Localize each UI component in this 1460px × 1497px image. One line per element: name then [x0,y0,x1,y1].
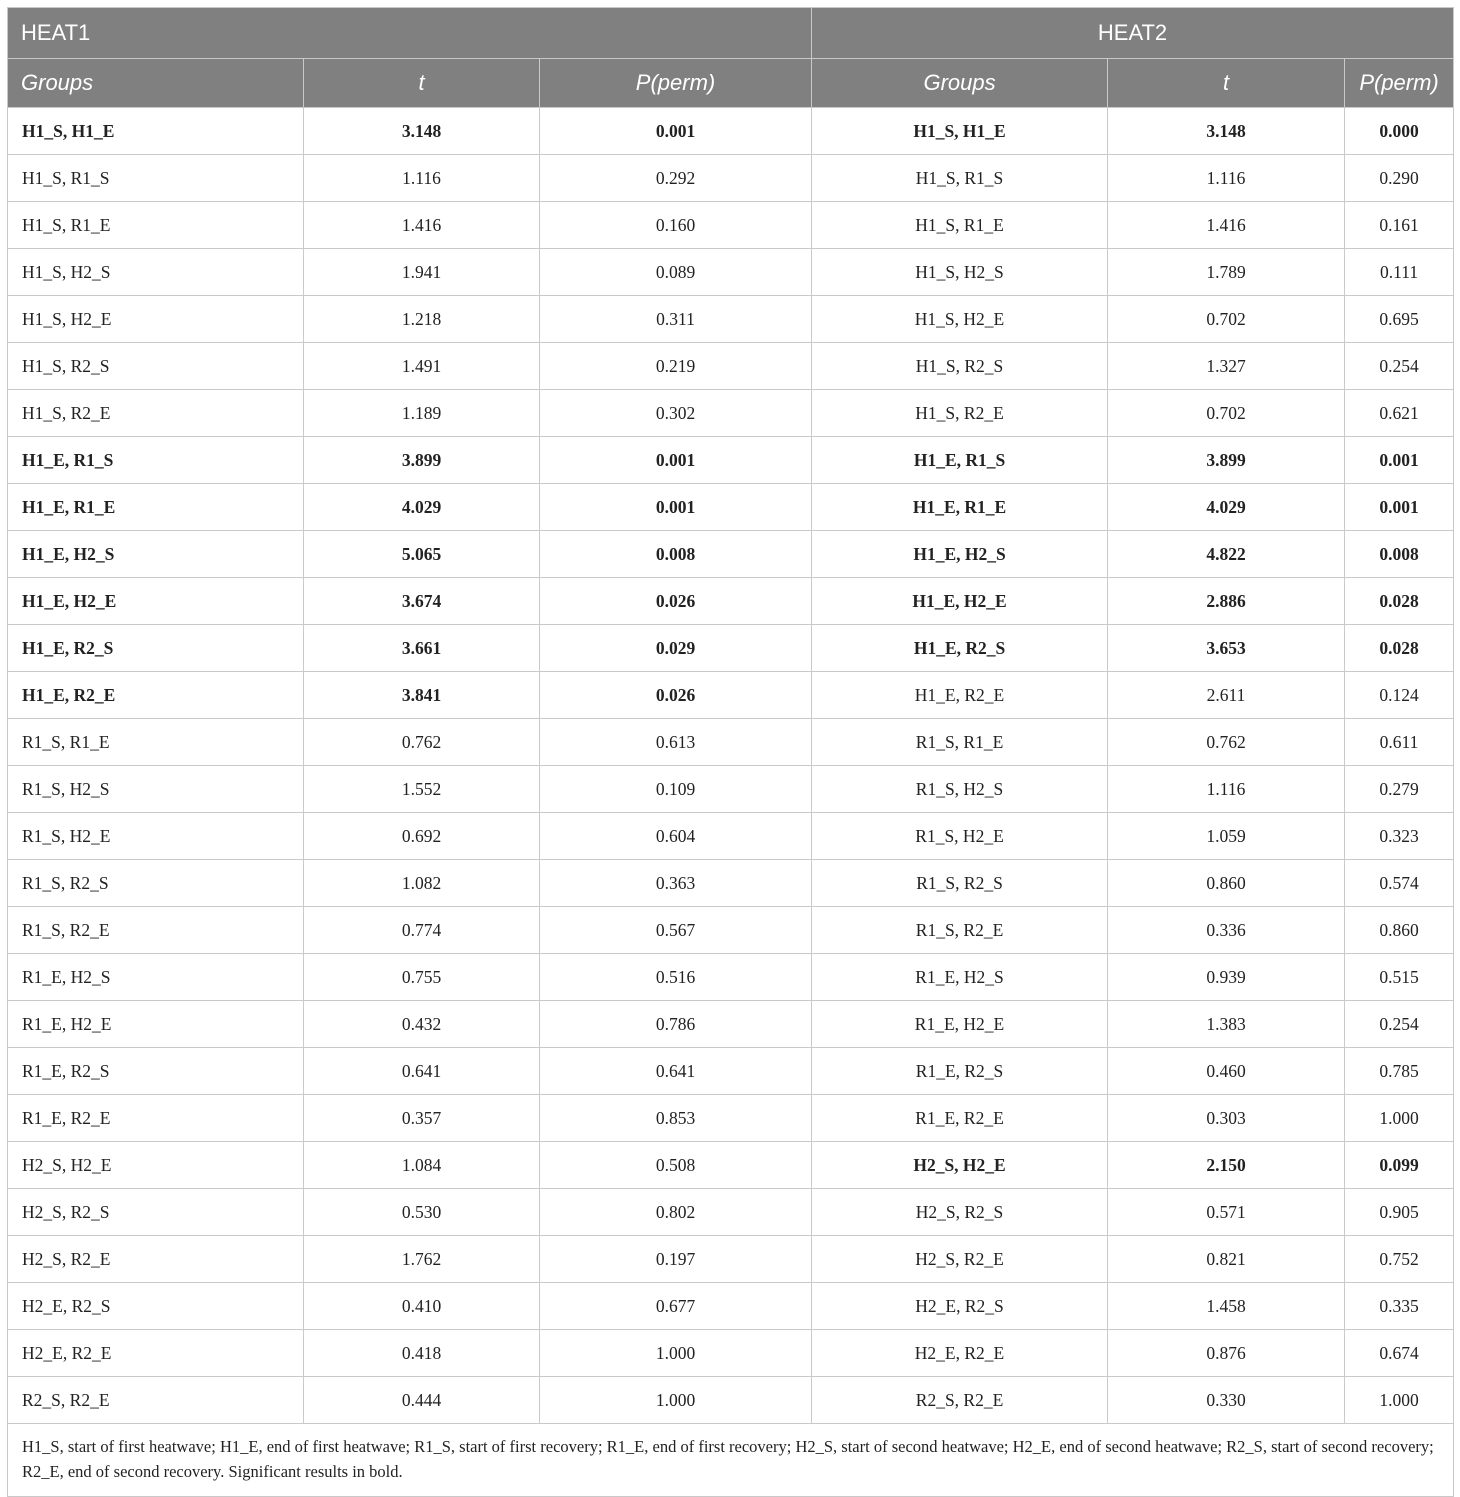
heat1-p-cell: 0.001 [540,108,812,155]
heat1-p-cell: 0.567 [540,907,812,954]
heat2-t-cell: 0.762 [1108,719,1345,766]
heat2-p-cell: 0.905 [1345,1189,1454,1236]
heat1-groups-column-header: Groups [8,59,304,108]
heat1-t-cell: 1.762 [304,1236,540,1283]
heat1-p-cell: 1.000 [540,1330,812,1377]
table-row [8,766,1454,813]
heat2-groups-cell: H1_E, R1_E [812,484,1108,531]
heat1-p-cell: 0.026 [540,578,812,625]
heat1-t-cell: 0.432 [304,1001,540,1048]
heat2-groups-cell: H1_S, H1_E [812,108,1108,155]
heat2-p-cell: 0.001 [1345,484,1454,531]
heat2-p-cell: 0.785 [1345,1048,1454,1095]
heat1-t-cell: 1.552 [304,766,540,813]
table-row [8,625,1454,672]
heat2-groups-cell: H1_E, H2_S [812,531,1108,578]
heat2-groups-cell: R1_E, R2_E [812,1095,1108,1142]
footnote-row [8,1424,1454,1497]
heat1-t-cell: 0.641 [304,1048,540,1095]
heat2-t-cell: 0.336 [1108,907,1345,954]
heat1-t-cell: 5.065 [304,531,540,578]
heat2-groups-cell: H1_E, R2_S [812,625,1108,672]
heat1-t-cell: 0.530 [304,1189,540,1236]
table-header [8,8,1454,108]
heat1-groups-cell: H2_E, R2_E [8,1330,304,1377]
heat1-p-cell: 0.109 [540,766,812,813]
table-row [8,202,1454,249]
heat2-p-cell: 0.752 [1345,1236,1454,1283]
heat2-p-column-header: P(perm) [1345,59,1454,108]
heat2-t-cell: 3.899 [1108,437,1345,484]
heat2-p-cell: 0.099 [1345,1142,1454,1189]
heat1-t-cell: 0.755 [304,954,540,1001]
heat1-groups-cell: H1_S, H1_E [8,108,304,155]
heat2-groups-cell: R1_S, R2_E [812,907,1108,954]
heat1-p-cell: 0.786 [540,1001,812,1048]
heat2-groups-cell: H1_E, H2_E [812,578,1108,625]
heat1-t-cell: 1.416 [304,202,540,249]
table-row [8,108,1454,155]
heat1-groups-cell: H1_E, R2_E [8,672,304,719]
heat2-p-cell: 0.860 [1345,907,1454,954]
heat2-groups-column-header: Groups [812,59,1108,108]
heat2-p-cell: 1.000 [1345,1095,1454,1142]
heat1-t-cell: 3.841 [304,672,540,719]
heat1-p-cell: 0.641 [540,1048,812,1095]
heat1-t-cell: 0.410 [304,1283,540,1330]
heat2-t-cell: 0.571 [1108,1189,1345,1236]
heat2-t-cell: 0.702 [1108,390,1345,437]
footnote: H1_S, start of first heatwave; H1_E, end of first heatwave; R1_S, start of first recovery; R1_E, end of first recovery; H2_S, start of second heatwave; H2_E, end of second heatwave; R2_S, start of second recovery; R2_E, end of second recovery. Significant results in bold. [8,1424,1454,1497]
table-row [8,719,1454,766]
heat2-p-cell: 0.124 [1345,672,1454,719]
heat1-t-cell: 3.674 [304,578,540,625]
heat1-groups-cell: H2_S, R2_E [8,1236,304,1283]
heat1-t-cell: 4.029 [304,484,540,531]
heat2-groups-cell: H2_S, R2_S [812,1189,1108,1236]
heat1-t-cell: 1.189 [304,390,540,437]
table-row [8,860,1454,907]
heat2-groups-cell: H2_S, H2_E [812,1142,1108,1189]
heat1-t-cell: 1.491 [304,343,540,390]
heat2-t-cell: 0.821 [1108,1236,1345,1283]
heat2-p-cell: 0.515 [1345,954,1454,1001]
heat2-p-cell: 0.323 [1345,813,1454,860]
results-table [7,7,1454,1497]
heat1-p-cell: 0.029 [540,625,812,672]
heat2-groups-cell: H2_E, R2_E [812,1330,1108,1377]
heat2-p-cell: 0.574 [1345,860,1454,907]
heat1-groups-cell: H1_S, H2_E [8,296,304,343]
table-row [8,1283,1454,1330]
heat2-t-cell: 1.789 [1108,249,1345,296]
heat1-p-cell: 0.613 [540,719,812,766]
heat1-t-cell: 1.082 [304,860,540,907]
heat1-p-cell: 0.311 [540,296,812,343]
table-row [8,813,1454,860]
heat1-p-cell: 0.197 [540,1236,812,1283]
heat1-p-cell: 0.026 [540,672,812,719]
heat2-t-cell: 2.886 [1108,578,1345,625]
heat2-t-cell: 1.327 [1108,343,1345,390]
table-body [8,108,1454,1424]
heat1-groups-cell: R1_S, H2_E [8,813,304,860]
heat2-groups-cell: R1_S, H2_E [812,813,1108,860]
heat1-p-cell: 0.516 [540,954,812,1001]
table-row [8,578,1454,625]
heat2-groups-cell: H1_S, R2_E [812,390,1108,437]
heat1-p-cell: 0.001 [540,484,812,531]
heat2-p-cell: 0.279 [1345,766,1454,813]
heat2-header: HEAT2 [812,8,1454,59]
heat2-p-cell: 0.001 [1345,437,1454,484]
heat1-t-cell: 3.899 [304,437,540,484]
heat1-groups-cell: H1_S, R1_S [8,155,304,202]
heat1-t-cell: 3.661 [304,625,540,672]
heat2-t-cell: 1.116 [1108,155,1345,202]
heat2-t-cell: 0.330 [1108,1377,1345,1424]
heat2-groups-cell: R1_E, H2_S [812,954,1108,1001]
heat1-header: HEAT1 [8,8,812,59]
heat1-p-cell: 0.292 [540,155,812,202]
heat2-p-cell: 0.254 [1345,1001,1454,1048]
heat2-t-cell: 3.653 [1108,625,1345,672]
heat1-p-cell: 0.363 [540,860,812,907]
heat2-groups-cell: R1_S, R1_E [812,719,1108,766]
heat1-groups-cell: H2_E, R2_S [8,1283,304,1330]
heat1-groups-cell: H1_E, H2_S [8,531,304,578]
heat2-p-cell: 0.621 [1345,390,1454,437]
table-row [8,1377,1454,1424]
heat1-groups-cell: H1_S, R1_E [8,202,304,249]
table-row [8,437,1454,484]
heat1-p-cell: 0.604 [540,813,812,860]
heat1-t-column-header: t [304,59,540,108]
heat2-groups-cell: H2_E, R2_S [812,1283,1108,1330]
table-row [8,343,1454,390]
table-row [8,155,1454,202]
heat1-p-cell: 0.008 [540,531,812,578]
table-row [8,296,1454,343]
heat2-t-cell: 0.702 [1108,296,1345,343]
table-row [8,954,1454,1001]
heat2-t-cell: 1.458 [1108,1283,1345,1330]
heat2-groups-cell: H1_S, R1_E [812,202,1108,249]
heat2-t-cell: 1.416 [1108,202,1345,249]
heat2-t-cell: 1.383 [1108,1001,1345,1048]
heat1-groups-cell: H1_E, H2_E [8,578,304,625]
heat1-groups-cell: R1_S, R2_S [8,860,304,907]
heat1-p-cell: 0.001 [540,437,812,484]
heat1-p-cell: 1.000 [540,1377,812,1424]
heat1-p-cell: 0.302 [540,390,812,437]
heat1-groups-cell: R1_S, R1_E [8,719,304,766]
heat1-groups-cell: H1_S, R2_E [8,390,304,437]
heat1-groups-cell: R1_S, R2_E [8,907,304,954]
heat2-groups-cell: H1_S, R1_S [812,155,1108,202]
heat1-groups-cell: R1_E, R2_S [8,1048,304,1095]
heat1-t-cell: 0.357 [304,1095,540,1142]
heat2-t-cell: 4.822 [1108,531,1345,578]
heat1-groups-cell: H1_E, R2_S [8,625,304,672]
heat1-groups-cell: R1_E, H2_E [8,1001,304,1048]
table-row [8,1095,1454,1142]
heat1-t-cell: 0.692 [304,813,540,860]
heat1-t-cell: 1.941 [304,249,540,296]
heat2-t-cell: 0.939 [1108,954,1345,1001]
table-footer [8,1424,1454,1497]
heat2-groups-cell: H1_E, R1_S [812,437,1108,484]
heat2-p-cell: 0.161 [1345,202,1454,249]
heat1-groups-cell: H2_S, R2_S [8,1189,304,1236]
heat1-t-cell: 3.148 [304,108,540,155]
table-row [8,1236,1454,1283]
table-row [8,1330,1454,1377]
heat2-p-cell: 0.254 [1345,343,1454,390]
heat1-groups-cell: H2_S, H2_E [8,1142,304,1189]
heat1-p-cell: 0.089 [540,249,812,296]
heat1-p-cell: 0.219 [540,343,812,390]
heat1-p-cell: 0.802 [540,1189,812,1236]
heat2-t-cell: 0.460 [1108,1048,1345,1095]
header-row-columns [8,59,1454,108]
table-row [8,672,1454,719]
heat1-groups-cell: R1_S, H2_S [8,766,304,813]
heat2-groups-cell: R1_E, R2_S [812,1048,1108,1095]
header-row-groups [8,8,1454,59]
table-row [8,531,1454,578]
heat2-t-cell: 2.150 [1108,1142,1345,1189]
heat2-groups-cell: H1_S, H2_E [812,296,1108,343]
table-row [8,1048,1454,1095]
table-row [8,1189,1454,1236]
heat2-p-cell: 0.290 [1345,155,1454,202]
heat1-t-cell: 0.774 [304,907,540,954]
heat1-t-cell: 0.444 [304,1377,540,1424]
heat2-p-cell: 0.674 [1345,1330,1454,1377]
heat2-p-cell: 0.335 [1345,1283,1454,1330]
heat2-p-cell: 0.008 [1345,531,1454,578]
heat2-groups-cell: H1_E, R2_E [812,672,1108,719]
heat1-t-cell: 1.084 [304,1142,540,1189]
heat1-p-column-header: P(perm) [540,59,812,108]
table-row [8,1001,1454,1048]
heat2-groups-cell: H1_S, H2_S [812,249,1108,296]
heat1-groups-cell: H1_E, R1_S [8,437,304,484]
heat2-p-cell: 1.000 [1345,1377,1454,1424]
heat2-groups-cell: R1_E, H2_E [812,1001,1108,1048]
heat1-t-cell: 1.116 [304,155,540,202]
heat2-p-cell: 0.000 [1345,108,1454,155]
heat1-p-cell: 0.508 [540,1142,812,1189]
heat2-t-cell: 0.876 [1108,1330,1345,1377]
heat2-groups-cell: R1_S, R2_S [812,860,1108,907]
heat1-p-cell: 0.677 [540,1283,812,1330]
table-row [8,249,1454,296]
table-row [8,1142,1454,1189]
heat1-groups-cell: H1_S, R2_S [8,343,304,390]
table-row [8,907,1454,954]
heat2-t-cell: 3.148 [1108,108,1345,155]
heat2-t-column-header: t [1108,59,1345,108]
heat1-p-cell: 0.160 [540,202,812,249]
heat2-t-cell: 1.116 [1108,766,1345,813]
heat1-t-cell: 1.218 [304,296,540,343]
heat2-t-cell: 0.860 [1108,860,1345,907]
heat2-t-cell: 2.611 [1108,672,1345,719]
heat1-groups-cell: R1_E, H2_S [8,954,304,1001]
heat2-t-cell: 0.303 [1108,1095,1345,1142]
heat2-p-cell: 0.028 [1345,625,1454,672]
heat1-groups-cell: H1_E, R1_E [8,484,304,531]
heat2-groups-cell: H2_S, R2_E [812,1236,1108,1283]
heat1-p-cell: 0.853 [540,1095,812,1142]
heat2-p-cell: 0.695 [1345,296,1454,343]
heat1-t-cell: 0.418 [304,1330,540,1377]
heat2-t-cell: 4.029 [1108,484,1345,531]
heat2-groups-cell: R2_S, R2_E [812,1377,1108,1424]
heat2-t-cell: 1.059 [1108,813,1345,860]
heat2-p-cell: 0.028 [1345,578,1454,625]
heat1-groups-cell: H1_S, H2_S [8,249,304,296]
heat2-groups-cell: H1_S, R2_S [812,343,1108,390]
heat2-p-cell: 0.611 [1345,719,1454,766]
heat1-groups-cell: R1_E, R2_E [8,1095,304,1142]
heat1-groups-cell: R2_S, R2_E [8,1377,304,1424]
table-row [8,390,1454,437]
heat1-t-cell: 0.762 [304,719,540,766]
heat2-groups-cell: R1_S, H2_S [812,766,1108,813]
heat2-p-cell: 0.111 [1345,249,1454,296]
table-row [8,484,1454,531]
